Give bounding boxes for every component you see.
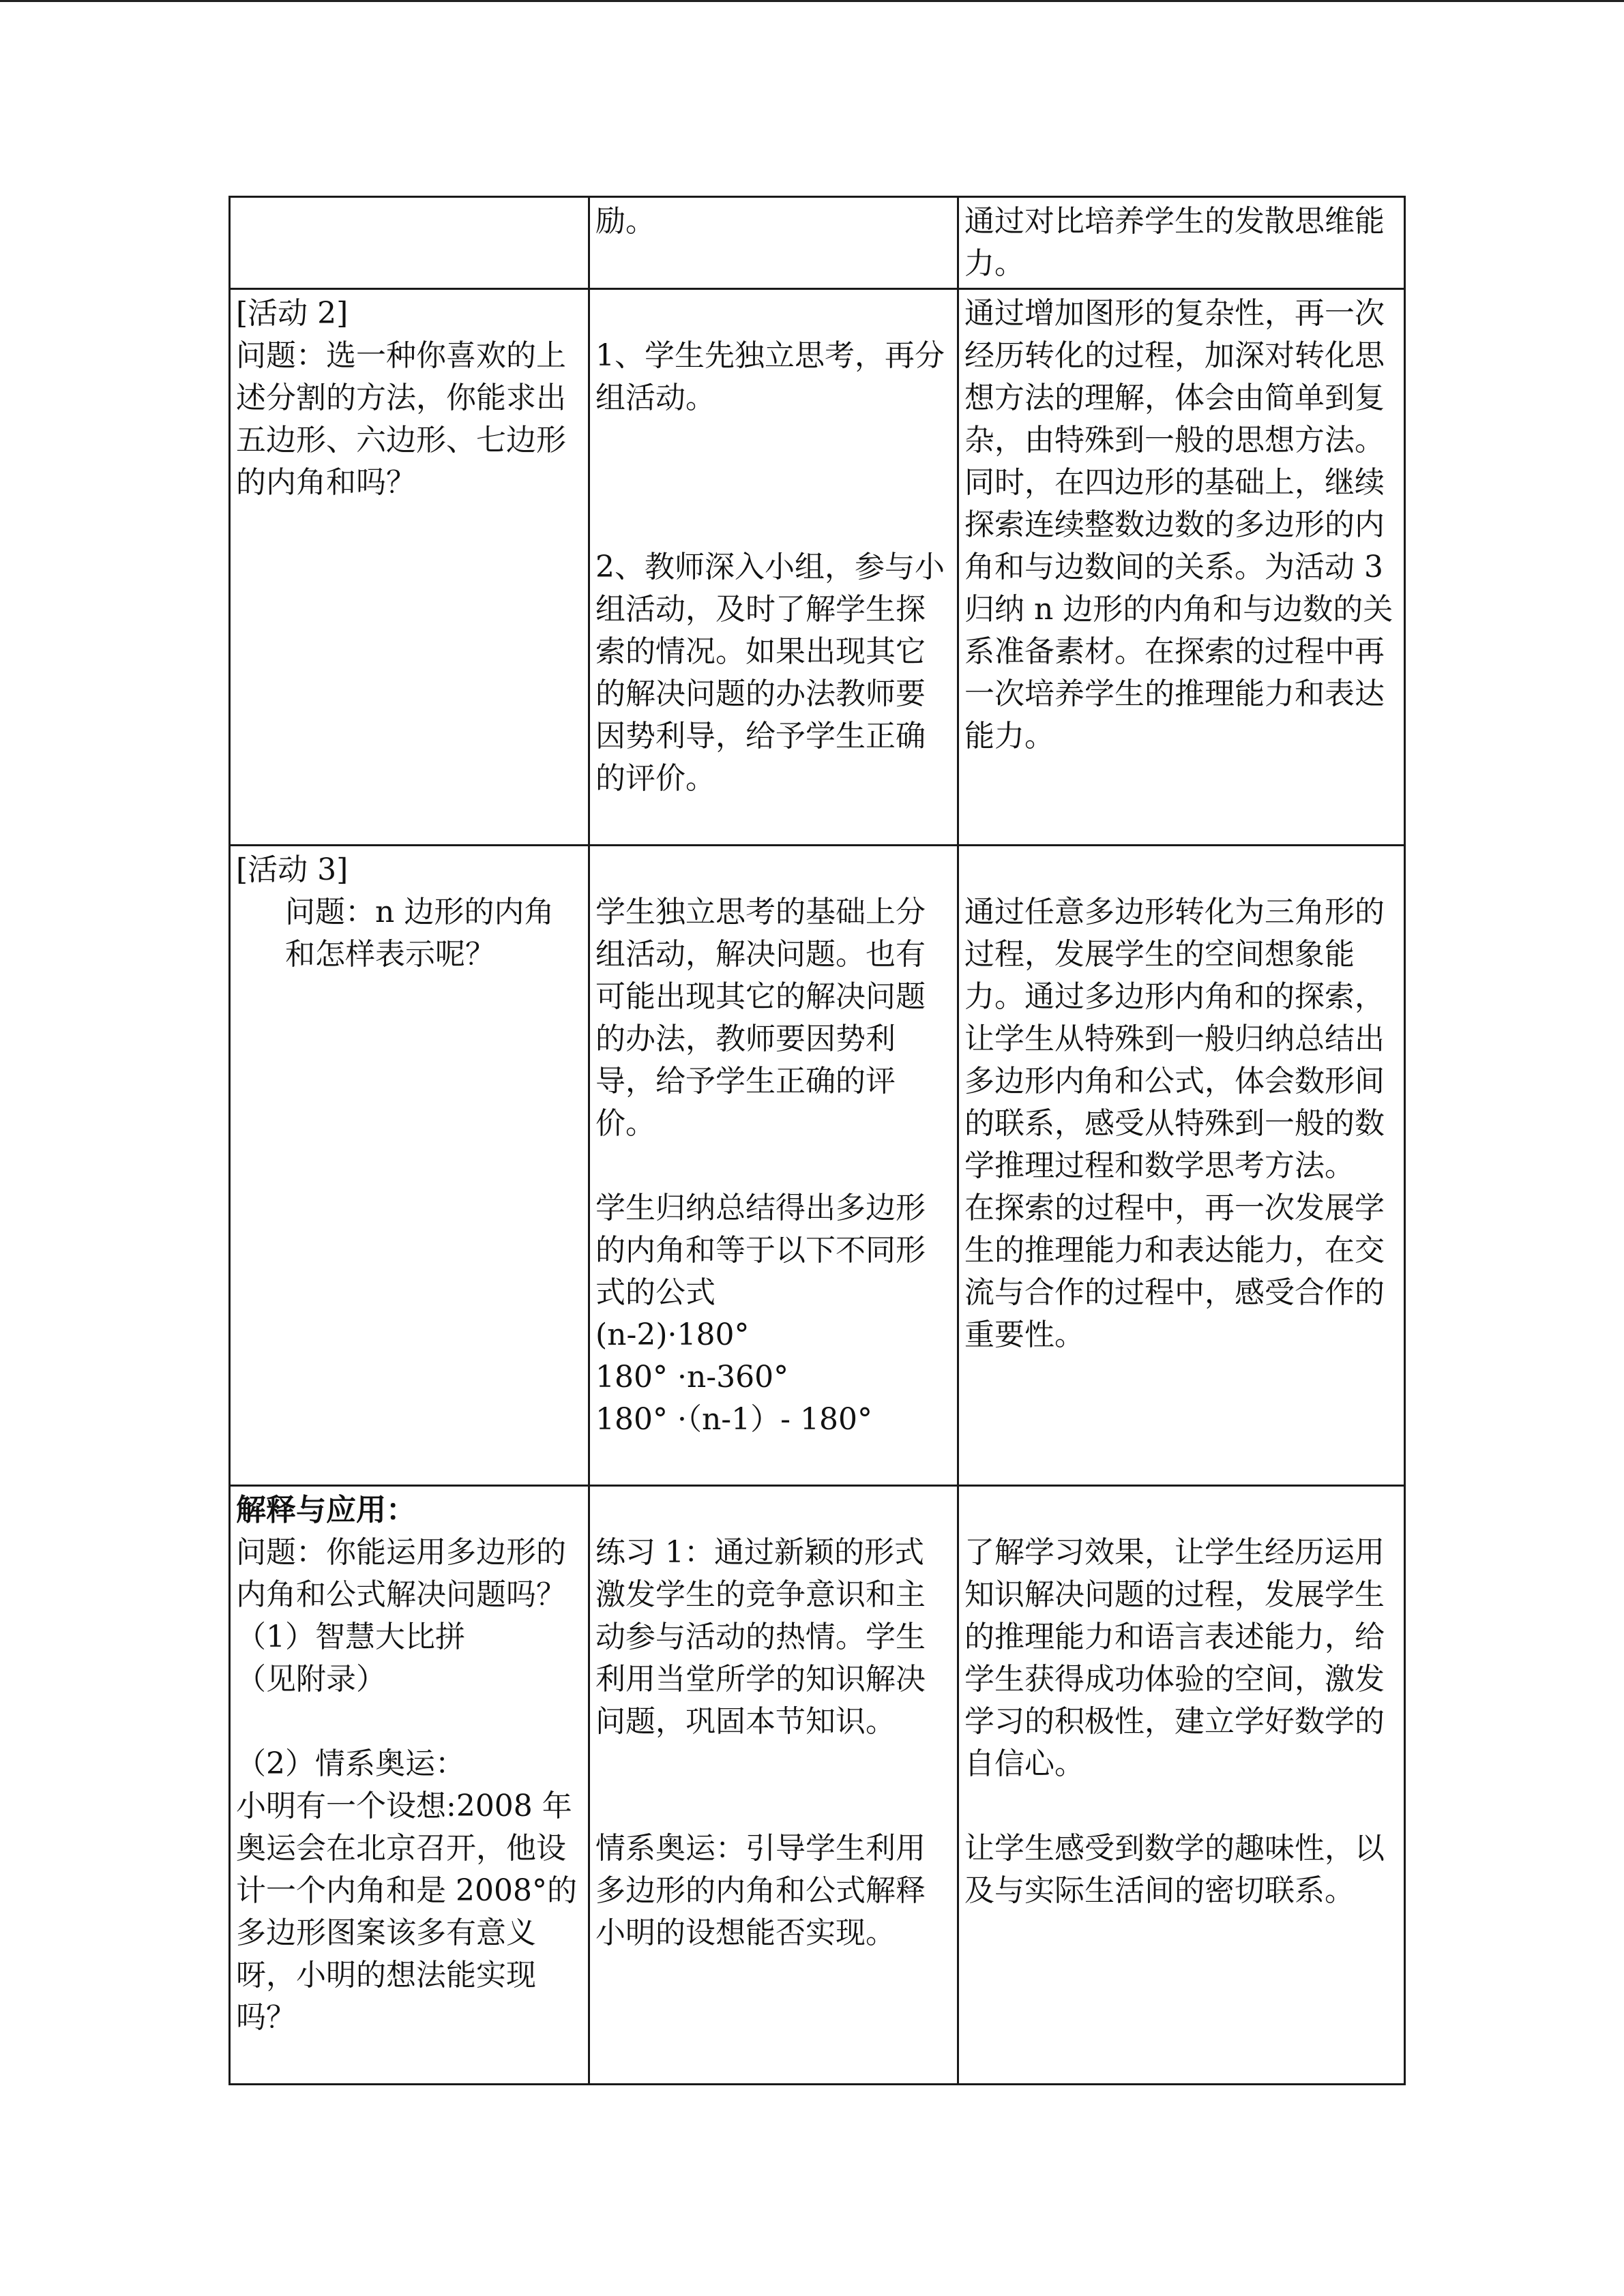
cell-text: （2）情系奥运： (236, 1746, 465, 1781)
table-cell-activity (230, 197, 589, 289)
table-cell-intent (958, 846, 1405, 1486)
cell-text: 在探索的过程中，再一次发展学生的推理能力和表达能力，在交流与合作的过程中，感受合作的重要性。 (964, 1191, 1385, 1352)
table-cell-intent (958, 197, 1405, 289)
cell-text: 励。 (595, 204, 655, 239)
cell-text: 问题：n 边形的内角和怎样表示呢？ (285, 895, 555, 972)
table-cell-intent (958, 1486, 1405, 2085)
table-cell-activity (230, 289, 589, 846)
table-cell-teaching (589, 1486, 958, 2085)
section-heading: 解释与应用： (236, 1493, 416, 1527)
cell-text: 让学生感受到数学的趣味性，以及与实际生活间的密切联系。 (964, 1831, 1385, 1908)
cell-text: 学生归纳总结得出多边形的内角和等于以下不同形式的公式 (595, 1191, 926, 1310)
activity-heading: [活动 2] (236, 296, 349, 331)
table-row (230, 197, 1405, 289)
spacer (964, 1785, 1400, 1828)
formula: 180° ·n-360° (595, 1360, 789, 1395)
table-cell-teaching (589, 197, 958, 289)
cell-text: 同时，在四边形的基础上，继续探索连续整数边数的多边形的内角和与边数间的关系。为活动 3 归纳 n 边形的内角和与边数的关系准备素材。在探索的过程中再一次培养学生的推理能力和表达能力。 (964, 465, 1393, 754)
cell-text: 通过对比培养学生的发散思维能力。 (964, 204, 1385, 281)
spacer (236, 1701, 584, 1743)
activity-heading: [活动 3] (236, 852, 349, 887)
cell-text: 问题：你能运用多边形的内角和公式解决问题吗？ (236, 1535, 566, 1612)
table-cell-teaching (589, 846, 958, 1486)
spacer (595, 1145, 953, 1187)
cell-text: 练习 1：通过新颖的形式激发学生的竞争意识和主动参与活动的热情。学生利用当堂所学的知识解决问题，巩固本节知识。 (595, 1535, 926, 1739)
table-cell-activity (230, 1486, 589, 2085)
cell-text: 小明有一个设想:2008 年奥运会在北京召开，他设计一个内角和是 2008°的多边形图案该多有意义呀，小明的想法能实现吗？ (236, 1789, 577, 2035)
cell-text: 问题：选一种你喜欢的上述分割的方法，你能求出五边形、六边形、七边形的内角和吗？ (236, 338, 566, 500)
cell-text: （见附录） (236, 1662, 386, 1697)
cell-text: 情系奥运：引导学生利用多边形的内角和公式解释小明的设想能否实现。 (595, 1831, 926, 1950)
cell-text: 学生独立思考的基础上分组活动，解决问题。也有可能出现其它的解决问题的办法，教师要因势利导，给予学生正确的评价。 (595, 895, 926, 1141)
spacer (595, 419, 953, 546)
table-cell-intent (958, 289, 1405, 846)
lesson-plan-table (228, 196, 1406, 2085)
table-row (230, 1486, 1405, 2085)
spacer (595, 1743, 953, 1828)
cell-text: 1、学生先独立思考，再分组活动。 (595, 338, 945, 415)
table-cell-teaching (589, 289, 958, 846)
cell-text: 2、教师深入小组，参与小组活动，及时了解学生探索的情况。如果出现其它的解决问题的办法教师要因势利导，给予学生正确的评价。 (595, 550, 945, 796)
cell-text: 通过任意多边形转化为三角形的过程，发展学生的空间想象能力。通过多边形内角和的探索，让学生从特殊到一般归纳总结出多边形内角和公式，体会数形间的联系，感受从特殊到一般的数学推理过程和数学思考方法。 (964, 895, 1385, 1183)
table-row (230, 846, 1405, 1486)
table-row (230, 289, 1405, 846)
cell-text: 了解学习效果，让学生经历运用知识解决问题的过程，发展学生的推理能力和语言表述能力，给学生获得成功体验的空间，激发学习的积极性，建立学好数学的自信心。 (964, 1535, 1385, 1781)
formula: 180° ·（n-1）- 180° (595, 1402, 872, 1437)
cell-text: （1）智慧大比拼 (236, 1620, 465, 1654)
table-cell-activity (230, 846, 589, 1486)
cell-text: 通过增加图形的复杂性，再一次经历转化的过程，加深对转化思想方法的理解，体会由简单到复杂，由特殊到一般的思想方法。 (964, 296, 1385, 458)
formula: (n-2)·180° (595, 1317, 750, 1352)
